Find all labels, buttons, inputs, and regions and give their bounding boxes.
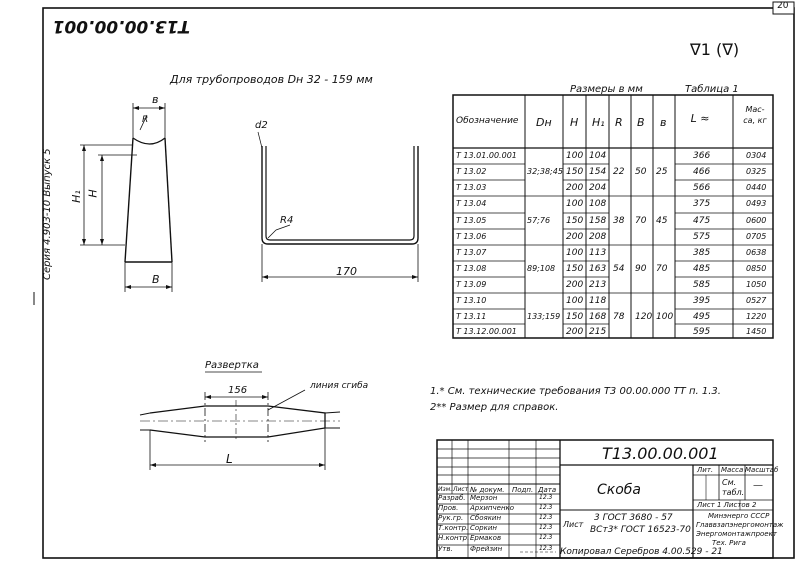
table-header-h: H [570, 116, 579, 129]
table-cell-h: 150 [566, 264, 584, 274]
table-cell-mass: 1220 [746, 312, 767, 321]
title-block-scale-value: — [753, 480, 763, 491]
bend-line-label: линия сгиба [310, 381, 369, 391]
table-cell-designation: Т 13.03 [456, 183, 487, 192]
title-block-org-4: Тех. Рига [712, 539, 746, 547]
table-cell-b-small: 100 [656, 312, 674, 322]
table-cell-h1: 215 [589, 327, 607, 337]
table-cell-mass: 0600 [746, 216, 767, 225]
tb-date: 12.3 [539, 494, 553, 501]
table-caption-number: Таблица 1 [685, 84, 739, 95]
table-cell-h: 100 [566, 199, 584, 209]
table-cell-h: 200 [566, 280, 584, 290]
table-cell-h1: 113 [589, 248, 607, 258]
note-2: 2** Размер для справок. [430, 402, 559, 413]
table-cell-designation: Т 13.05 [456, 216, 487, 225]
table-cell-b-big: 120 [635, 312, 653, 322]
table-cell-h: 200 [566, 232, 584, 242]
table-cell-h1: 108 [589, 199, 607, 209]
table-cell-mass: 0527 [746, 296, 767, 305]
table-caption-sizes: Размеры в мм [570, 84, 643, 95]
dim-170-label: 170 [336, 265, 357, 278]
table-cell-l: 366 [693, 151, 711, 161]
tb-role: Утв. [438, 545, 453, 553]
title-block-mass-value: См. табл. [722, 478, 745, 497]
tb-role: Рук.гр. [438, 514, 464, 522]
table-cell-b-big: 90 [635, 264, 647, 274]
table-cell-l: 495 [693, 312, 711, 322]
tb-role: Разраб. [438, 494, 466, 502]
table-cell-mass: 1450 [746, 327, 767, 336]
dim-d2-label: d2 [255, 120, 268, 131]
tb-date: 12.3 [539, 545, 553, 552]
table-header-mass: Мас- са, кг [743, 105, 767, 125]
table-cell-h1: 104 [589, 151, 607, 161]
dim-r-label: R [142, 115, 149, 125]
table-cell-designation: Т 13.11 [456, 312, 487, 321]
table-cell-designation: Т 13.06 [456, 232, 487, 241]
series-side-label: Серия 4.903-10 Выпуск 5 [42, 148, 53, 280]
table-cell-l: 475 [693, 216, 711, 226]
table-cell-designation: Т 13.12.00.001 [456, 327, 517, 336]
tb-name: Сбоякин [470, 514, 502, 522]
table-cell-r: 78 [613, 312, 625, 322]
table-header-l: L ≈ [690, 112, 710, 125]
title-block-material-1: 3 ГОСТ 3680 - 57 [594, 513, 673, 523]
development-label: Развертка [205, 360, 259, 371]
table-cell-l: 466 [693, 167, 711, 177]
title-block-list-label: Лист [563, 520, 584, 529]
title-block-material-2: ВСт3* ГОСТ 16523-70 [590, 525, 691, 535]
tb-name: Архипченко [470, 504, 515, 512]
table-cell-mass: 0440 [746, 183, 767, 192]
dim-L-label: L [226, 452, 233, 466]
tb-date: 12.3 [539, 504, 553, 511]
footer-copy-note: Копировал Серебров 4.00.529 - 21 [560, 547, 723, 557]
table-cell-h: 150 [566, 312, 584, 322]
table-cell-h1: 168 [589, 312, 607, 322]
tb-role: Н.контр. [438, 534, 470, 542]
dim-b-label: в [152, 93, 159, 106]
table-cell-dn: 32;38;45 [527, 167, 563, 176]
table-cell-l: 395 [693, 296, 711, 306]
table-cell-h1: 204 [589, 183, 607, 193]
table-cell-designation: Т 13.04 [456, 199, 487, 208]
table-cell-h: 200 [566, 183, 584, 193]
tb-col-date: Дата [538, 486, 557, 494]
tb-col-izm: Изм. [438, 486, 453, 493]
title-block-scale-label: Масштаб [745, 466, 779, 474]
table-cell-l: 585 [693, 280, 711, 290]
roughness-mark: ∇1 (∇) [690, 40, 740, 59]
table-cell-r: 38 [613, 216, 625, 226]
table-cell-mass: 1050 [746, 280, 767, 289]
table-cell-dn: 133;159 [527, 312, 561, 321]
table-cell-h: 150 [566, 167, 584, 177]
table-cell-designation: Т 13.07 [456, 248, 487, 257]
title-block-name: Скоба [597, 482, 642, 498]
tb-date: 12.3 [539, 514, 553, 521]
table-cell-mass: 0493 [746, 199, 767, 208]
tb-col-doc: № докум. [470, 486, 505, 494]
table-cell-designation: Т 13.10 [456, 296, 487, 305]
table-cell-h1: 213 [589, 280, 607, 290]
title-block-mass-label: Масса [721, 466, 744, 474]
dim-B-label: В [152, 273, 160, 286]
table-cell-h: 100 [566, 151, 584, 161]
table-cell-h: 100 [566, 248, 584, 258]
table-cell-designation: Т 13.08 [456, 264, 487, 273]
title-block-org-3: Энергомонтажпроект [696, 530, 777, 538]
table-header-b-small: в [660, 116, 667, 129]
page-number: 20 [777, 1, 789, 11]
tb-name: Фрейзин [470, 545, 503, 553]
table-cell-h1: 208 [589, 232, 607, 242]
dim-r4-label: R4 [280, 215, 294, 226]
tb-name: Ермаков [470, 534, 502, 542]
tb-col-list: Лист [453, 486, 469, 493]
table-cell-mass: 0638 [746, 248, 767, 257]
table-cell-l: 566 [693, 183, 711, 193]
table-cell-mass: 0705 [746, 232, 767, 241]
table-header-designation: Обозначение [456, 116, 519, 126]
table-cell-b-small: 25 [656, 167, 668, 177]
table-cell-l: 375 [693, 199, 711, 209]
table-cell-mass: 0850 [746, 264, 767, 273]
table-cell-b-big: 50 [635, 167, 647, 177]
table-cell-b-big: 70 [635, 216, 647, 226]
table-header-dn: Dн [536, 116, 552, 129]
table-cell-designation: Т 13.02 [456, 167, 487, 176]
title-block-org-2: Главвзапэнергомонтаж [696, 521, 784, 529]
tb-role: Т.контр. [438, 524, 469, 532]
table-cell-mass: 0304 [746, 151, 767, 160]
table-cell-designation: Т 13.09 [456, 280, 487, 289]
table-cell-dn: 57;76 [527, 216, 551, 225]
table-cell-designation: Т 13.01.00.001 [456, 151, 517, 160]
note-1: 1.* См. технические требования Т3 00.00.000 ТТ п. 1.3. [430, 386, 721, 397]
tb-role: Пров. [438, 504, 459, 512]
table-cell-l: 575 [693, 232, 711, 242]
tb-name: Мерзон [470, 494, 498, 502]
title-block-sheet-info: Лист 1 Листов 2 [697, 501, 757, 509]
table-header-h1: H₁ [592, 116, 605, 129]
table-header-r: R [615, 116, 623, 129]
table-cell-h1: 163 [589, 264, 607, 274]
title-block-code: Т13.00.00.001 [602, 444, 719, 463]
tb-date: 12.3 [539, 534, 553, 541]
table-cell-l: 385 [693, 248, 711, 258]
dim-h-label: H [86, 189, 100, 198]
dim-h1-label: H₁ [69, 190, 83, 203]
table-cell-l: 595 [693, 327, 711, 337]
table-cell-dn: 89;108 [527, 264, 556, 273]
table-cell-h: 150 [566, 216, 584, 226]
title-block-org-1: Минэнерго СССР [708, 512, 770, 520]
table-cell-mass: 0325 [746, 167, 767, 176]
tb-name: Соркин [470, 524, 497, 532]
pipeline-title: Для трубопроводов Dн 32 - 159 мм [170, 73, 373, 86]
rotated-stamp-code: Т13.00.00.001 [52, 16, 190, 36]
table-cell-h: 200 [566, 327, 584, 337]
tb-date: 12.3 [539, 524, 553, 531]
table-header-b-big: B [637, 116, 645, 129]
table-cell-l: 485 [693, 264, 711, 274]
table-cell-h: 100 [566, 296, 584, 306]
table-cell-h1: 118 [589, 296, 607, 306]
table-cell-b-small: 45 [656, 216, 668, 226]
table-cell-r: 22 [613, 167, 625, 177]
table-cell-h1: 158 [589, 216, 607, 226]
title-block-lit-label: Лит. [697, 466, 714, 474]
dim-156-label: 156 [228, 385, 248, 396]
tb-col-sign: Подп. [512, 486, 534, 494]
table-cell-r: 54 [613, 264, 625, 274]
table-cell-h1: 154 [589, 167, 607, 177]
table-cell-b-small: 70 [656, 264, 668, 274]
